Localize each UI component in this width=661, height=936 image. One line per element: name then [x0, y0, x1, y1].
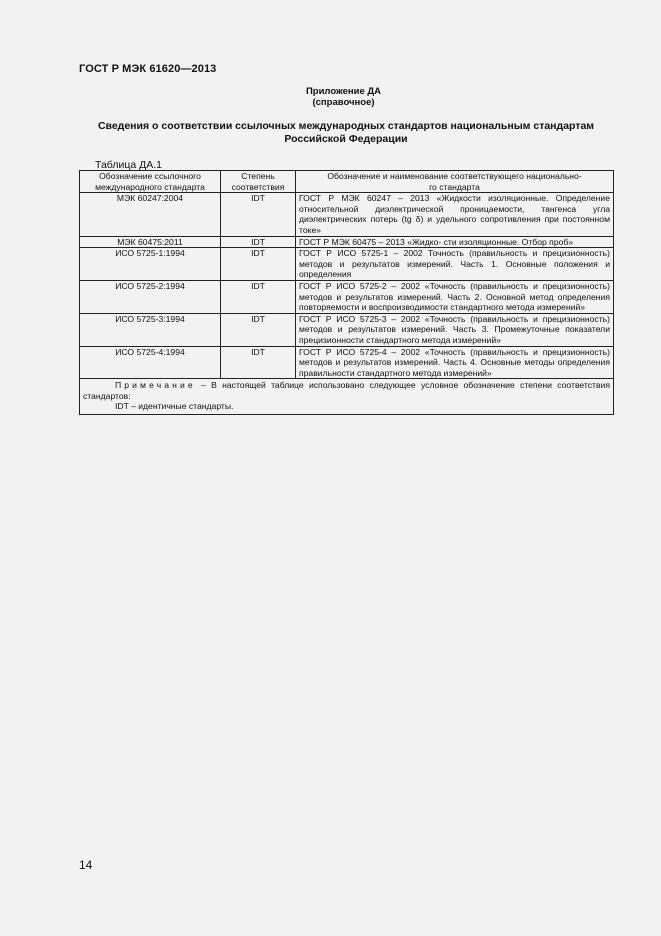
cell-national-standard: ГОСТ Р ИСО 5725-1 – 2002 Точность (правильность и прецизионность) методов и результатов измерений. Часть 1. Основные положения и определения [296, 248, 614, 281]
table-header-row [80, 171, 614, 193]
heading-line-1: Сведения о соответствии ссылочных международных стандартов национальным стандартам [97, 120, 595, 132]
correspondence-table [79, 170, 614, 415]
table-row [80, 280, 614, 313]
table-caption: Таблица ДА.1 [95, 159, 162, 171]
note-idt-definition: IDT – идентичные стандарты. [115, 401, 234, 412]
header-degree-line-1: Степень [241, 171, 275, 181]
cell-intl-standard: ИСО 5725-3:1994 [80, 313, 221, 346]
cell-degree: IDT [221, 280, 296, 313]
cell-degree: IDT [221, 313, 296, 346]
table-row [80, 313, 614, 346]
cell-degree: IDT [221, 193, 296, 236]
annex-subtitle: (справочное) [312, 97, 375, 108]
cell-intl-standard: ИСО 5725-4:1994 [80, 346, 221, 379]
cell-degree: IDT [221, 346, 296, 379]
header-national-line-2: го стандарта [429, 181, 480, 192]
header-degree-line-2: соответствия [231, 181, 285, 192]
cell-national-standard: ГОСТ Р ИСО 5725-2 – 2002 «Точность (правильность и прецизионность) методов и результатов измерений. Часть 2. Основной метод определения повторяемости и воспроизводимости стандартного метода измерений» [296, 280, 614, 313]
cell-intl-standard: ИСО 5725-1:1994 [80, 248, 221, 281]
note-text: – В настоящей таблице использовано следующее условное обозначение степени соответствия стандартов: [83, 380, 610, 401]
cell-intl-standard: ИСО 5725-2:1994 [80, 280, 221, 313]
table-note [80, 379, 614, 415]
cell-national-standard: ГОСТ Р ИСО 5725-4 – 2002 «Точность (правильность и прецизионность) методов и результатов измерений. Часть 4. Основные методы определения правильности стандартного метода измерений» [296, 346, 614, 379]
cell-degree: IDT [221, 248, 296, 281]
cell-national-standard: ГОСТ Р МЭК 60475 – 2013 «Жидко- сти изоляционные. Отбор проб» [296, 236, 614, 248]
header-national-line-1: Обозначение и наименование соответствующего национально- [327, 171, 582, 181]
table-row [80, 236, 614, 248]
cell-degree: IDT [221, 236, 296, 248]
header-intl-line-1: Обозначение ссылочного [99, 171, 201, 181]
cell-intl-standard: МЭК 60475:2011 [80, 236, 221, 248]
table-row [80, 346, 614, 379]
table-note-row [80, 379, 614, 415]
annex-block [0, 86, 661, 108]
cell-national-standard: ГОСТ Р МЭК 60247 – 2013 «Жидкости изоляционные. Определение относительной диэлектрической проницаемости, тангенса угла диэлектрических потерь (tg δ) и удельного сопротивления при постоянном токе» [296, 193, 614, 236]
section-heading [79, 120, 613, 146]
cell-intl-standard: МЭК 60247:2004 [80, 193, 221, 236]
document-code: ГОСТ Р МЭК 61620—2013 [79, 63, 217, 75]
page-number: 14 [79, 858, 93, 872]
heading-line-2: Российской Федерации [284, 133, 408, 145]
table-row [80, 248, 614, 281]
cell-national-standard: ГОСТ Р ИСО 5725-3 – 2002 «Точность (правильность и прецизионность) методов и результатов измерений. Часть 3. Промежуточные показатели прецизионности стандартного метода измерений» [296, 313, 614, 346]
header-intl-standard [80, 171, 221, 193]
annex-title: Приложение ДА [305, 86, 382, 97]
note-label: Примечание [115, 380, 196, 391]
header-intl-line-2: международного стандарта [95, 181, 205, 192]
header-degree [221, 171, 296, 193]
note-text-block [83, 380, 610, 401]
header-national-standard [296, 171, 614, 193]
table-row [80, 193, 614, 236]
